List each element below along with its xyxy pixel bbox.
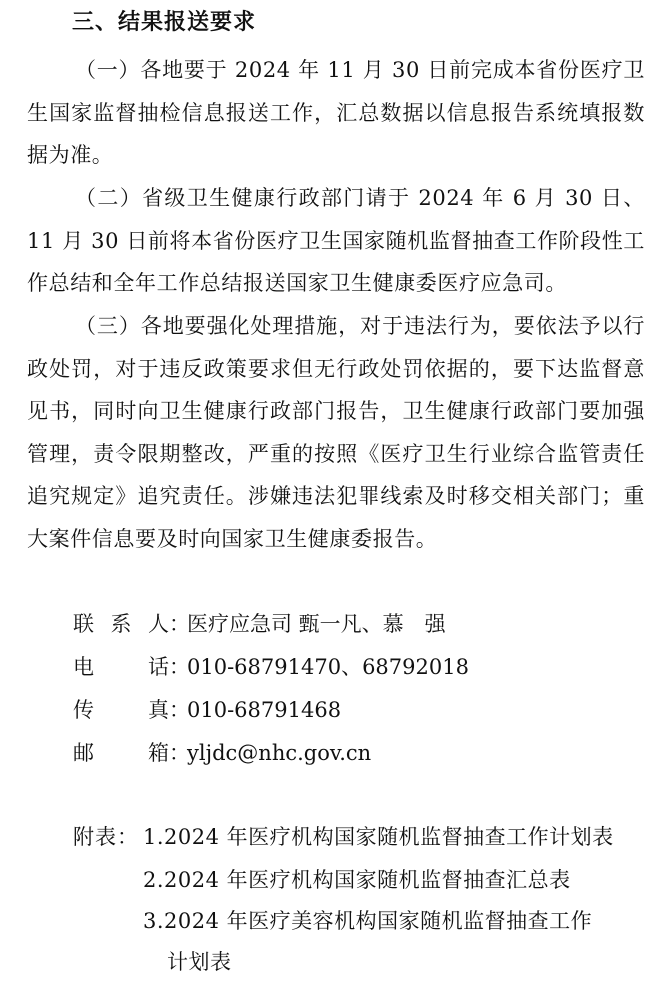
contact-email-label: 邮箱 (73, 741, 169, 765)
section-heading: 三、结果报送要求 (72, 10, 257, 35)
contact-phone-row (73, 652, 469, 682)
paragraph-1: （一）各地要于 2024 年 11 月 30 日前完成本省份医疗卫生国家监督抽检信息报送工作，汇总数据以信息报告系统填报数据为准。 (27, 58, 645, 168)
contact-person-row (73, 609, 446, 639)
contact-email-colon: ： (169, 741, 190, 765)
attachment-item-2: 2.2024 年医疗机构国家随机监督抽查汇总表 (143, 868, 571, 892)
contact-person-label: 联系人 (73, 612, 169, 636)
attachment-item-1: 1.2024 年医疗机构国家随机监督抽查工作计划表 (143, 825, 614, 849)
contact-fax-row (73, 695, 341, 725)
contact-email-value: yljdc@nhc.gov.cn (187, 741, 372, 765)
contact-fax-label: 传真 (73, 698, 169, 722)
attachment-item-3: 3.2024 年医疗美容机构国家随机监督抽查工作 (143, 909, 593, 933)
contact-phone-value: 010-68791470、68792018 (187, 655, 469, 679)
attachments-label: 附表： (73, 825, 139, 849)
contact-person-colon: ： (169, 612, 190, 636)
contact-phone-colon: ： (169, 655, 190, 679)
contact-phone-label: 电话 (73, 655, 169, 679)
contact-fax-value: 010-68791468 (187, 698, 342, 722)
paragraph-2: （二）省级卫生健康行政部门请于 2024 年 6 月 30 日、11 月 30 日前将本省份医疗卫生国家随机监督抽查工作阶段性工作总结和全年工作总结报送国家卫生健康委医疗应急司。 (27, 186, 645, 296)
paragraph-3: （三）各地要强化处理措施，对于违法行为，要依法予以行政处罚，对于违反政策要求但无行政处罚依据的，要下达监督意见书，同时向卫生健康行政部门报告，卫生健康行政部门要加强管理，责令限期整改，严重的按照《医疗卫生行业综合监管责任追究规定》追究责任。涉嫌违法犯罪线索及时移交相关部门；重大案件信息要及时向国家卫生健康委报告。 (27, 314, 645, 551)
contact-email-row (73, 738, 371, 768)
contact-fax-colon: ： (169, 698, 190, 722)
contact-person-value: 医疗应急司 甄一凡、慕 强 (187, 612, 446, 636)
attachment-item-3-continued: 计划表 (167, 950, 232, 974)
